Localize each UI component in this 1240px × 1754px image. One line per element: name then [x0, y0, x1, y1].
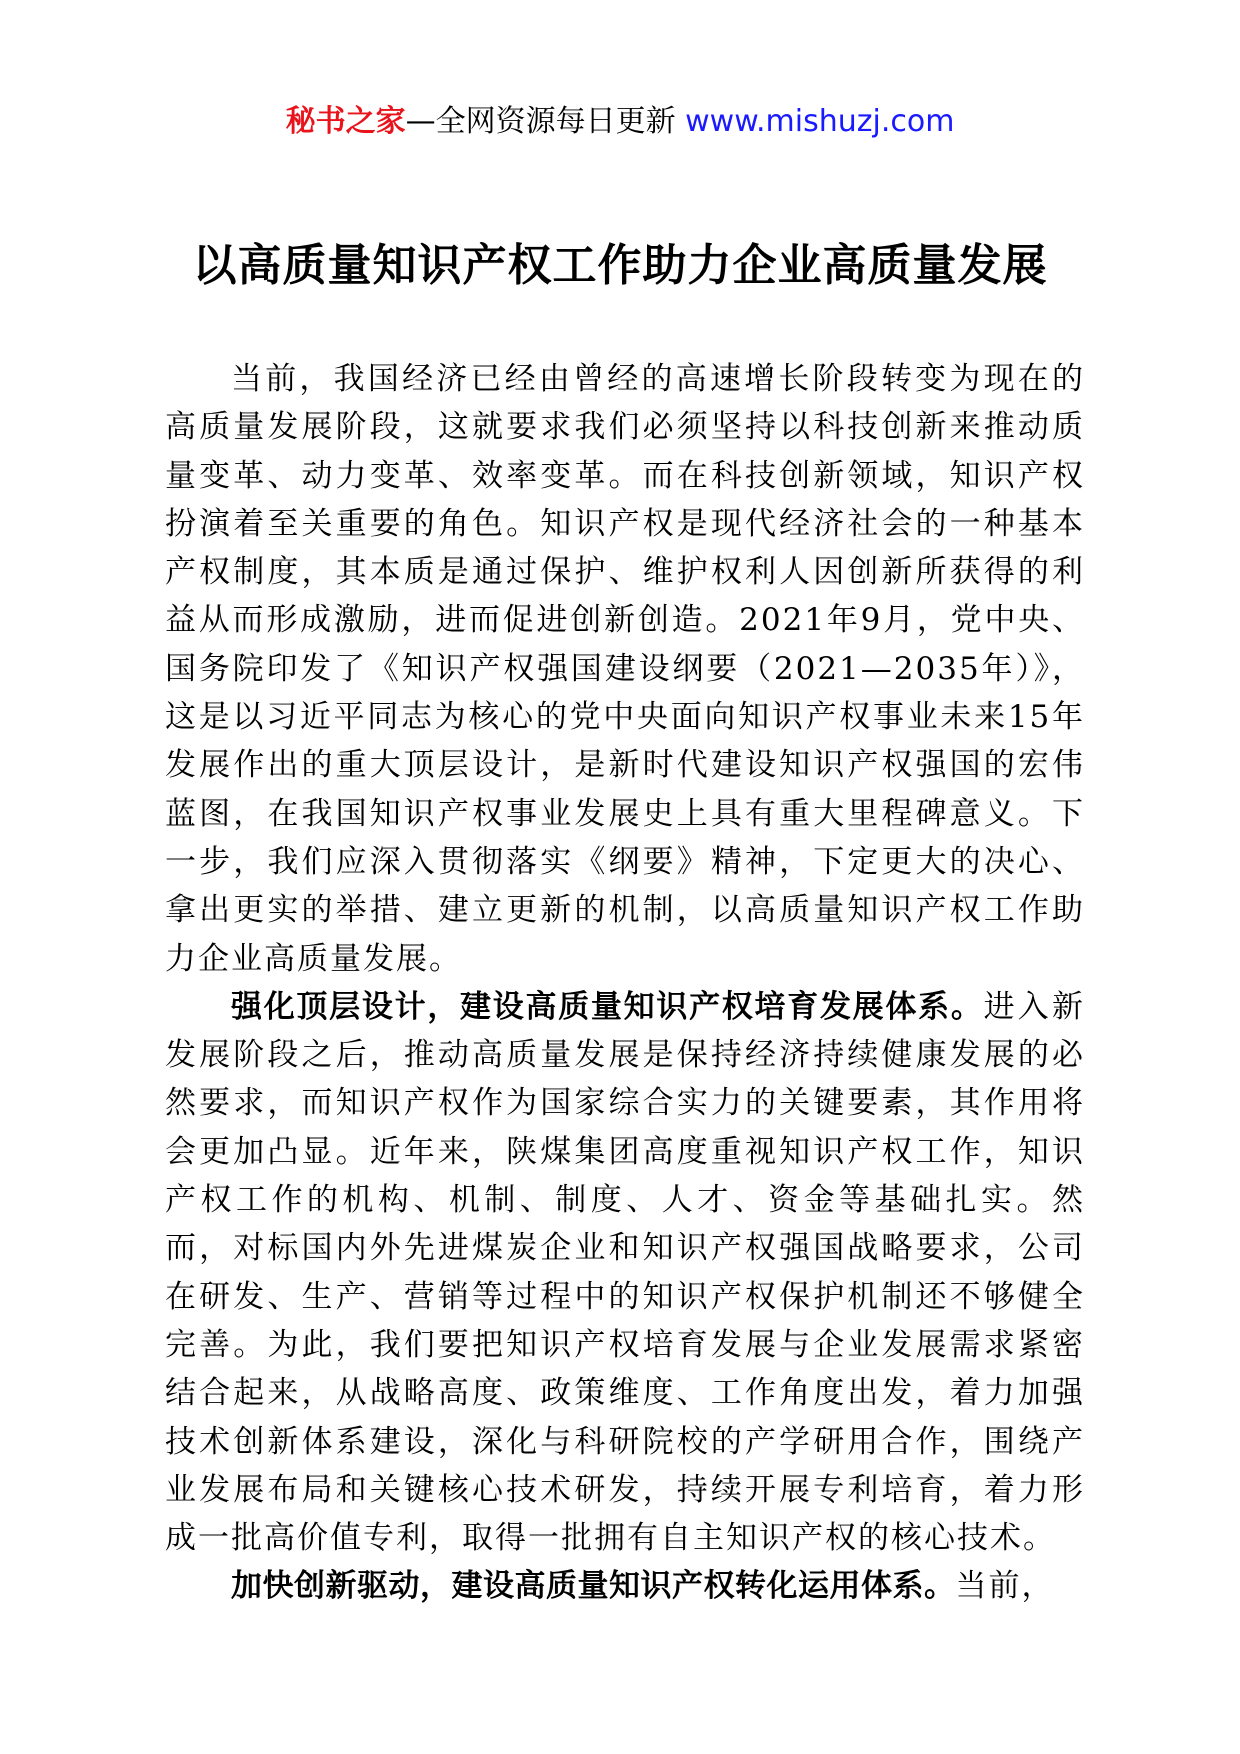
paragraph-text: 进入新发展阶段之后，推动高质量发展是保持经济持续健康发展的必然要求，而知识产权作为国家综合实力的关键要素，其作用将会更加凸显。近年来，陕煤集团高度重视知识产权工作，知识产权工作的机构、机制、制度、人才、资金等基础扎实。然而，对标国内外先进煤炭企业和知识产权强国战略要求，公司在研发、生产、营销等过程中的知识产权保护机制还不够健全完善。为此，我们要把知识产权培育发展与企业发展需求紧密结合起来，从战略高度、政策维度、工作角度出发，着力加强技术创新体系建设，深化与科研院校的产学研用合作，围绕产业发展布局和关键核心技术研发，持续开展专利培育，着力形成一批高价值专利，取得一批拥有自主知识产权的核心技术。 — [165, 988, 1086, 1557]
body-paragraph — [165, 1562, 1085, 1610]
paragraph-lead: 强化顶层设计，建设高质量知识产权培育发展体系。 — [231, 988, 984, 1025]
body-paragraph — [165, 355, 1085, 983]
paragraph-text: 当前，我国经济已经由曾经的高速增长阶段转变为现在的高质量发展阶段，这就要求我们必须坚持以科技创新来推动质量变革、动力变革、效率变革。而在科技创新领域，知识产权扮演着至关重要的角色。知识产权是现代经济社会的一种基本产权制度，其本质是通过保护、维护权利人因创新所获得的利益从而形成激励，进而促进创新创造。2021年9月，党中央、国务院印发了《知识产权强国建设纲要（2021—2035年）》，这是以习近平同志为核心的党中央面向知识产权事业未来15年发展作出的重大顶层设计，是新时代建设知识产权强国的宏伟蓝图，在我国知识产权事业发展史上具有重大里程碑意义。下一步，我们应深入贯彻落实《纲要》精神，下定更大的决心、拿出更实的举措、建立更新的机制，以高质量知识产权工作助力企业高质量发展。 — [165, 361, 1085, 977]
site-brand: 秘书之家 — [285, 104, 406, 139]
site-header — [0, 100, 1240, 144]
paragraph-text: 当前， — [955, 1568, 1055, 1605]
body-paragraph — [165, 983, 1085, 1563]
paragraph-lead: 加快创新驱动，建设高质量知识产权转化运用体系。 — [231, 1568, 956, 1605]
site-tagline: —全网资源每日更新 — [405, 104, 686, 139]
document-title: 以高质量知识产权工作助力企业高质量发展 — [192, 240, 1048, 291]
document-body — [165, 355, 1085, 1611]
site-url-link[interactable]: www.mishuzj.com — [685, 104, 955, 139]
